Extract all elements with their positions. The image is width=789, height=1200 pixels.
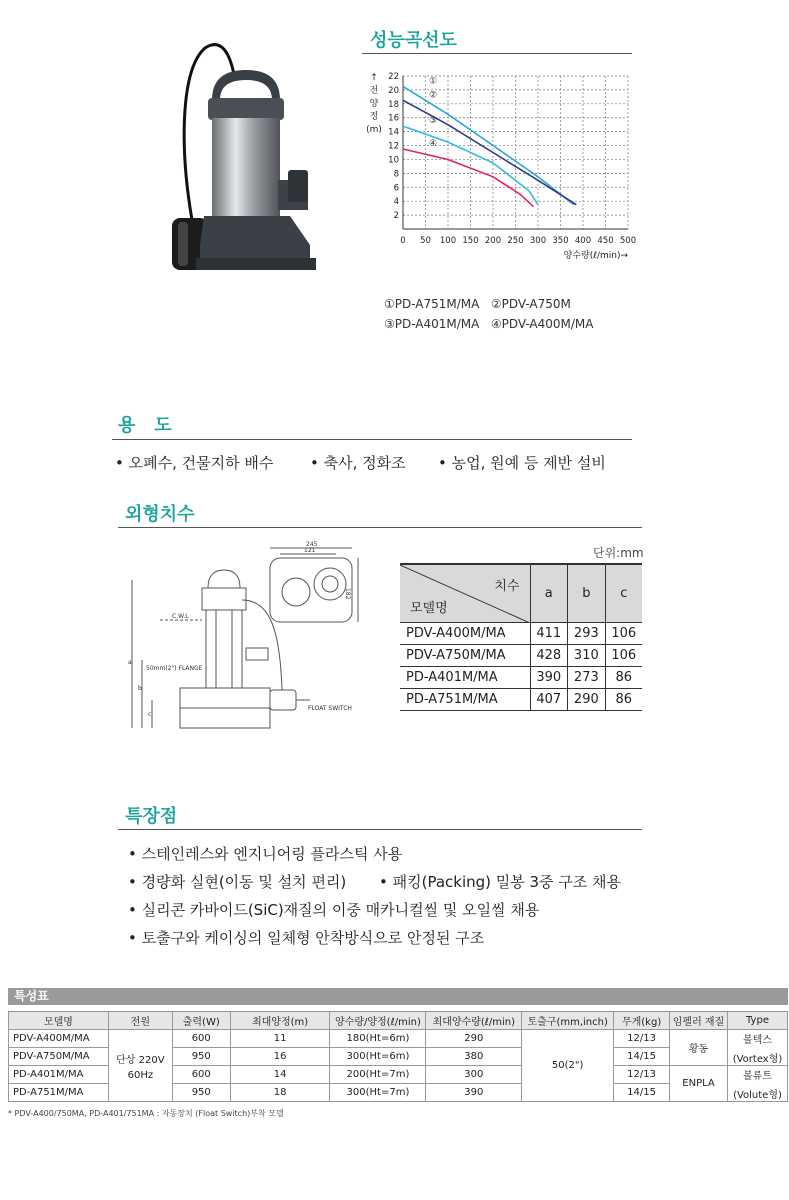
dimension-unit: 단위:mm [593,546,644,560]
dimension-row [400,644,642,666]
drawing-a-label: a [128,659,132,666]
series-marker-4: ④ [429,139,438,150]
dimension-row [400,666,642,688]
spec-type-name: 볼텍스 [743,1034,772,1046]
corner-bottom-label: 모델명 [410,600,448,616]
y-tick-label: 6 [393,183,399,194]
spec-head: 14 [230,1066,330,1084]
x-tick-label: 350 [552,236,569,246]
spec-maxflow: 390 [426,1084,522,1102]
spec-head: 16 [230,1048,330,1066]
features-heading: 특장점 [125,806,178,827]
feature-item: • 경량화 실현(이동 및 설치 편리) [128,873,347,891]
dimension-value: 407 [530,688,568,710]
y-tick-label: 4 [393,197,399,208]
spec-output: 950 [172,1084,230,1102]
spec-header: 양수량/양정(ℓ/min) [330,1012,426,1030]
spec-table [8,1011,788,1102]
y-axis-label-char: 전 [369,86,379,96]
spec-outlet: 50(2") [522,1030,614,1102]
legend-item: ③PD-A401M/MA [384,317,480,331]
dimension-col-a: a [530,564,568,622]
y-tick-label: 8 [393,169,399,180]
spec-header-row [9,1012,788,1030]
spec-header: 전원 [108,1012,172,1030]
spec-header: 출력(W) [172,1012,230,1030]
spec-impeller: ENPLA [670,1066,728,1102]
corner-top-label: 치수 [494,579,520,594]
dimension-value: 106 [605,644,642,666]
dimension-value: 293 [568,622,606,644]
legend-item: ②PDV-A750M [490,297,571,311]
spec-impeller: 황동 [670,1030,728,1066]
drawing-float-label: FLOAT SWITCH [308,705,352,712]
dimension-row [400,622,642,644]
drawing-b-label: b [138,685,142,692]
spec-weight: 14/15 [614,1084,670,1102]
dimension-value: 428 [530,644,568,666]
spec-flow: 200(Ht=7m) [330,1066,426,1084]
drawing-c-label: c [148,711,152,718]
spec-flow: 300(Ht=7m) [330,1084,426,1102]
x-tick-label: 0 [400,236,406,246]
dimension-model: PDV-A750M/MA [400,644,530,666]
feature-item: • 토출구와 케이싱의 일체형 안착방식으로 안정된 구조 [128,929,485,947]
dimension-model: PD-A401M/MA [400,666,530,688]
series-line-4 [403,149,534,207]
feature-item: • 스테인레스와 엔지니어링 플라스틱 사용 [128,845,403,863]
y-axis-label-char: 정 [369,112,379,122]
x-tick-label: 300 [529,236,547,246]
y-tick-label: 12 [388,141,399,152]
spec-weight: 12/13 [614,1030,670,1048]
y-tick-label: 2 [393,211,399,222]
spec-head: 11 [230,1030,330,1048]
dimension-value: 290 [568,688,606,710]
y-tick-label: 16 [388,113,399,124]
legend-item: ④PDV-A400M/MA [490,317,594,331]
spec-type [727,1066,787,1102]
dimension-value: 411 [530,622,568,644]
spec-model: PD-A751M/MA [9,1084,109,1102]
dimension-drawing [120,540,360,740]
x-tick-label: 400 [574,236,592,246]
drawing-width-label: 245 [306,541,318,548]
spec-model: PDV-A400M/MA [9,1030,109,1048]
legend-row-1 [384,297,571,311]
usage-item: • 축사, 정화조 [310,454,406,472]
performance-chart [360,66,640,286]
y-axis-label-char: ↑ [370,73,378,83]
usage-heading-rule [112,439,632,440]
spec-flow: 180(Ht=6m) [330,1030,426,1048]
spec-output: 600 [172,1030,230,1048]
spec-maxflow: 300 [426,1066,522,1084]
chart-ticks [366,72,636,261]
spec-maxflow: 380 [426,1048,522,1066]
dimensions-heading: 외형치수 [125,504,195,525]
drawing-flange-label: 50mm(2") FLANGE [146,665,203,672]
spec-header: 무게(kg) [614,1012,670,1030]
dimension-row [400,688,642,710]
spec-note: * PDV-A400/750MA, PD-A401/751MA : 자동장치 (Float Switch)부착 모델 [8,1109,284,1118]
x-tick-label: 200 [484,236,502,246]
y-tick-label: 14 [388,127,399,138]
series-marker-3: ③ [429,116,438,127]
dimension-value: 86 [605,666,642,688]
performance-heading-rule [362,53,632,54]
spec-header: Type [727,1012,787,1030]
spec-header: 최대양수량(ℓ/min) [426,1012,522,1030]
dimension-col-b: b [568,564,606,622]
performance-heading: 성능곡선도 [370,30,457,51]
spec-output: 600 [172,1066,230,1084]
spec-header: 임펠러 재질 [670,1012,728,1030]
spec-weight: 12/13 [614,1066,670,1084]
series-marker-2: ② [429,90,438,101]
usage-item: • 오폐수, 건물지하 배수 [115,454,274,472]
spec-type [727,1030,787,1066]
x-tick-label: 450 [597,236,614,246]
dimensions-heading-rule [118,527,642,528]
legend-item: ①PD-A751M/MA [384,297,480,311]
pump-photo [160,30,325,275]
spec-model: PD-A401M/MA [9,1066,109,1084]
x-tick-label: 50 [420,236,431,246]
spec-power [108,1030,172,1102]
x-tick-label: 100 [439,236,457,246]
spec-header: 토출구(mm,inch) [522,1012,614,1030]
spec-type-sub: (Volute형) [733,1089,782,1101]
spec-type-sub: (Vortex형) [732,1053,783,1065]
y-tick-label: 18 [388,99,399,110]
spec-head: 18 [230,1084,330,1102]
spec-row [9,1030,788,1048]
spec-power-voltage: 단상 220V [116,1054,165,1066]
x-tick-label: 500 [619,236,637,246]
dimension-corner-cell [400,564,530,622]
dimension-col-c: c [605,564,642,622]
x-axis-label: 양수량(ℓ/min)→ [563,251,628,261]
y-tick-label: 10 [388,155,399,166]
y-tick-label: 20 [388,85,399,96]
features-heading-rule [118,829,642,830]
legend-row-2 [384,317,594,331]
drawing-inner-width-label: 121 [304,547,316,554]
series-marker-1: ① [429,76,438,87]
y-tick-label: 22 [388,72,399,82]
spec-type-name: 볼류트 [743,1070,772,1082]
spec-header: 최대양정(m) [230,1012,330,1030]
feature-item: • 패킹(Packing) 밀봉 3중 구조 채용 [379,873,622,891]
drawing-depth-label: 182 [344,588,351,600]
dimension-value: 86 [605,688,642,710]
spec-flow: 300(Ht=6m) [330,1048,426,1066]
dimension-value: 106 [605,622,642,644]
spec-header: 모델명 [9,1012,109,1030]
dimension-table-header [400,564,642,622]
x-tick-label: 250 [507,236,524,246]
dimension-value: 390 [530,666,568,688]
dimension-value: 310 [568,644,606,666]
dimension-model: PD-A751M/MA [400,688,530,710]
dimension-model: PDV-A400M/MA [400,622,530,644]
x-tick-label: 150 [462,236,479,246]
spec-power-frequency: 60Hz [127,1069,154,1081]
feature-item: • 실리콘 카바이드(SiC)재질의 이중 매카니컬씰 및 오일씰 채용 [128,901,540,919]
spec-model: PDV-A750M/MA [9,1048,109,1066]
dimension-table [400,563,642,711]
y-axis-label-char: (m) [366,125,382,135]
y-axis-label-char: 양 [369,99,379,109]
usage-heading: 용 도 [118,415,172,436]
spec-output: 950 [172,1048,230,1066]
drawing-cwl-label: C.W.L [172,613,189,620]
spec-title: 특성표 [8,988,788,1005]
dimension-value: 273 [568,666,606,688]
usage-item: • 농업, 원예 등 제반 설비 [438,454,606,472]
spec-maxflow: 290 [426,1030,522,1048]
spec-weight: 14/15 [614,1048,670,1066]
